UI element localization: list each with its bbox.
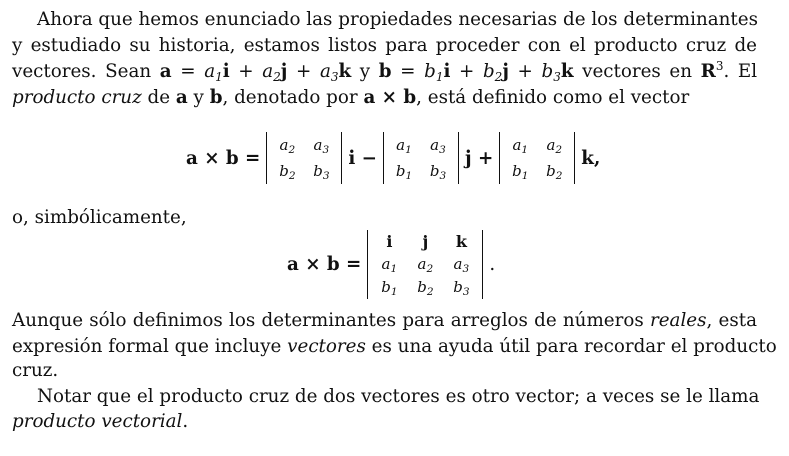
text: expresión formal que incluye <box>12 336 282 357</box>
determinant-j: $a_1$ $a_3$ $b_1$ $b_3$ <box>380 132 462 184</box>
vector-a-components: $a_1i + a_2j + a_3k$ <box>204 61 352 84</box>
unit-i-minus: i − <box>348 147 377 169</box>
paragraph-1-line-4 <box>12 86 757 110</box>
symbolic-intro-line <box>12 206 757 230</box>
vector-a: a <box>159 61 172 82</box>
text: y estudiado su historia, estamos listos para proceder con el producto cruz de <box>12 35 757 56</box>
text: vectores en <box>582 61 693 82</box>
text: o, simbólicamente, <box>12 207 187 228</box>
text: Ahora que hemos enunciado las propiedades necesarias de los determinantes <box>37 9 758 30</box>
period: . <box>182 411 189 432</box>
term-producto-cruz: producto cruz <box>12 87 142 108</box>
unit-j: j <box>422 231 429 251</box>
paragraph-1-line-2 <box>12 34 757 58</box>
paragraph-3-line-1 <box>37 385 760 409</box>
unit-j-plus: j + <box>465 147 494 169</box>
determinant-3x3: i j k $a_1$ $a_2$ $a_3$ $b_1$ $b_2$ $b_3$ <box>364 230 486 299</box>
determinant-i: $a_2$ $a_3$ $b_2$ $b_3$ <box>263 132 345 184</box>
term-producto-vectorial: producto vectorial <box>12 411 183 432</box>
cross-product-symbolic-equation <box>287 228 495 300</box>
unit-k: k <box>455 231 467 251</box>
text: , denotado por <box>222 87 358 108</box>
vector-a: a <box>175 87 188 108</box>
cross-product-symbol: a × b <box>363 87 417 108</box>
text: , esta <box>706 310 757 331</box>
term-reales: reales <box>649 310 707 331</box>
term-vectores: vectores <box>287 336 366 357</box>
text: cruz. <box>12 360 59 381</box>
paragraph-1-line-3 <box>12 60 757 84</box>
equals-sign: = <box>180 61 196 82</box>
equation-lhs: a × b = <box>186 147 261 169</box>
text: Notar que el producto cruz de dos vectores es otro vector; a veces se le llama <box>37 386 760 407</box>
text: es una ayuda útil para recordar el producto <box>371 336 777 357</box>
paragraph-1-line-1 <box>37 8 757 32</box>
unit-i: i <box>386 231 393 251</box>
equals-sign: = <box>400 61 416 82</box>
vector-b-components: $b_1i + b_2j + b_3k$ <box>424 61 574 84</box>
r3-symbol: $R^3$. El <box>700 59 758 82</box>
unit-k: k, <box>581 147 601 169</box>
determinant-k: $a_1$ $a_2$ $b_1$ $b_2$ <box>496 132 578 184</box>
paragraph-2-line-1 <box>12 309 757 333</box>
text: y <box>193 87 204 108</box>
text: y <box>359 61 371 82</box>
paragraph-3-line-2 <box>12 410 757 434</box>
vector-b: b <box>378 61 392 82</box>
equation-lhs: a × b = <box>287 253 362 275</box>
text: de <box>147 87 171 108</box>
vector-b: b <box>209 87 223 108</box>
period: . <box>489 253 496 275</box>
text: , está definido como el vector <box>416 87 690 108</box>
text: vectores. Sean <box>12 61 152 82</box>
paragraph-2-line-2 <box>12 335 777 359</box>
paragraph-2-line-3 <box>12 359 757 383</box>
cross-product-definition-equation <box>186 128 600 188</box>
text: Aunque sólo definimos los determinantes para arreglos de números <box>12 310 644 331</box>
